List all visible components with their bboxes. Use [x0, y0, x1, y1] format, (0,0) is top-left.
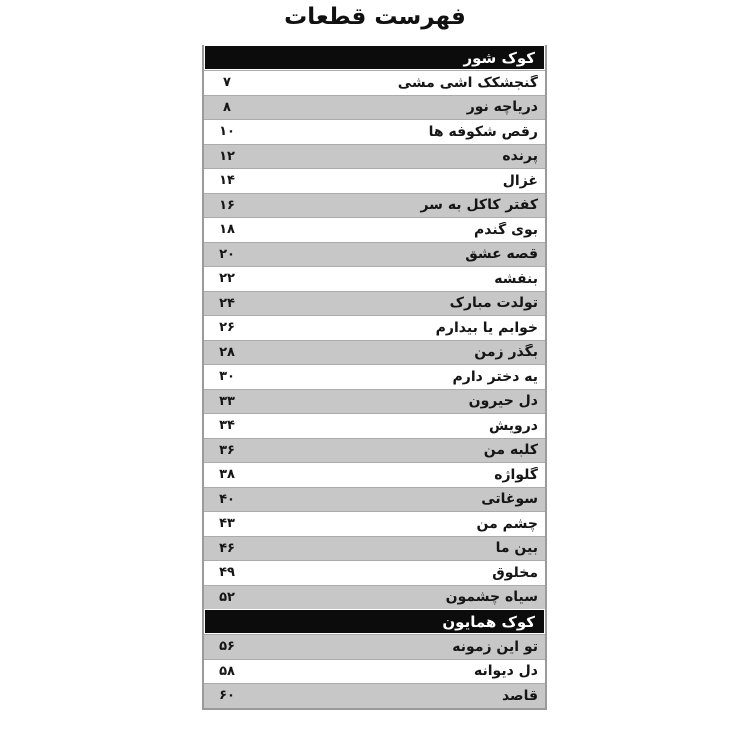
table-row [204, 266, 545, 291]
table-row [204, 144, 545, 169]
table-row [204, 389, 545, 414]
page-number: ۱۶ [219, 197, 235, 213]
table-row [204, 315, 545, 340]
table-row [204, 413, 545, 438]
piece-title: قصه عشق [465, 246, 538, 263]
page-number: ۱۲ [219, 148, 235, 164]
piece-title: دل دیوانه [474, 663, 538, 680]
piece-title: سوغاتی [481, 491, 538, 508]
piece-title: دل حیرون [468, 393, 538, 410]
piece-title: بگذر زمن [474, 344, 538, 361]
piece-title: چشم من [476, 515, 538, 532]
table-row [204, 585, 545, 610]
table-row [204, 95, 545, 120]
page-number: ۱۴ [219, 173, 235, 189]
table-row [204, 119, 545, 144]
piece-title: گلواژه [494, 466, 538, 483]
page-number: ۳۴ [219, 418, 235, 434]
page-number: ۳۸ [219, 467, 235, 483]
piece-title: کلبه من [483, 442, 538, 459]
page-number: ۴۳ [219, 516, 235, 532]
page-number: ۵۸ [219, 663, 235, 679]
page-number: ۱۰ [219, 124, 235, 140]
table-row [204, 168, 545, 193]
page-number: ۳۶ [219, 442, 235, 458]
piece-title: غزال [502, 172, 538, 189]
page-number: ۴۹ [219, 565, 235, 581]
piece-title: گنجشکک اشی مشی [397, 74, 538, 91]
page-number: ۴۰ [219, 491, 235, 507]
page-number: ۲۶ [219, 320, 235, 336]
page-number: ۵۲ [219, 589, 235, 605]
page-number: ۷ [223, 75, 231, 91]
page-title: فهرست قطعات [284, 4, 466, 30]
table-row [204, 70, 545, 95]
piece-title: قاصد [501, 687, 538, 704]
table-row [204, 487, 545, 512]
table-row [204, 364, 545, 389]
page-number: ۸ [223, 99, 231, 115]
table-row [204, 217, 545, 242]
table-row [204, 511, 545, 536]
page-number: ۵۶ [219, 639, 235, 655]
table-row [204, 560, 545, 585]
section-header: کوک همایون [204, 609, 545, 634]
table-row [204, 634, 545, 659]
table-row [204, 462, 545, 487]
table-row [204, 193, 545, 218]
piece-title: درویش [489, 417, 538, 434]
piece-title: سیاه چشمون [445, 589, 538, 606]
page-number: ۶۰ [219, 688, 235, 704]
page-number: ۳۳ [219, 393, 235, 409]
piece-title: بین ما [495, 540, 538, 557]
table-row [204, 438, 545, 463]
table-row [204, 291, 545, 316]
piece-title: کفتر کاکل به سر [420, 197, 538, 214]
page-number: ۱۸ [219, 222, 235, 238]
table-row [204, 340, 545, 365]
piece-title: تو این زمونه [452, 638, 538, 655]
piece-title: پرنده [502, 148, 538, 165]
piece-title: رقص شکوفه ها [428, 123, 538, 140]
table-row [204, 683, 545, 708]
piece-title: تولدت مبارک [449, 295, 538, 312]
table-row [204, 242, 545, 267]
piece-title: یه دختر دارم [452, 368, 538, 385]
piece-title: مخلوق [492, 564, 538, 581]
table-row [204, 536, 545, 561]
page-number: ۳۰ [219, 369, 235, 385]
page-number: ۲۸ [219, 344, 235, 360]
piece-title: بنفشه [494, 270, 538, 287]
page-number: ۲۴ [219, 295, 235, 311]
piece-title: بوی گندم [474, 221, 538, 238]
page-number: ۲۲ [219, 271, 235, 287]
piece-title: دریاچه نور [466, 99, 538, 116]
piece-title: خوابم یا بیدارم [435, 319, 538, 336]
page-number: ۴۶ [219, 540, 235, 556]
section-header: کوک شور [204, 45, 545, 70]
table-row [204, 659, 545, 684]
page-number: ۲۰ [219, 246, 235, 262]
toc-table [202, 45, 547, 710]
